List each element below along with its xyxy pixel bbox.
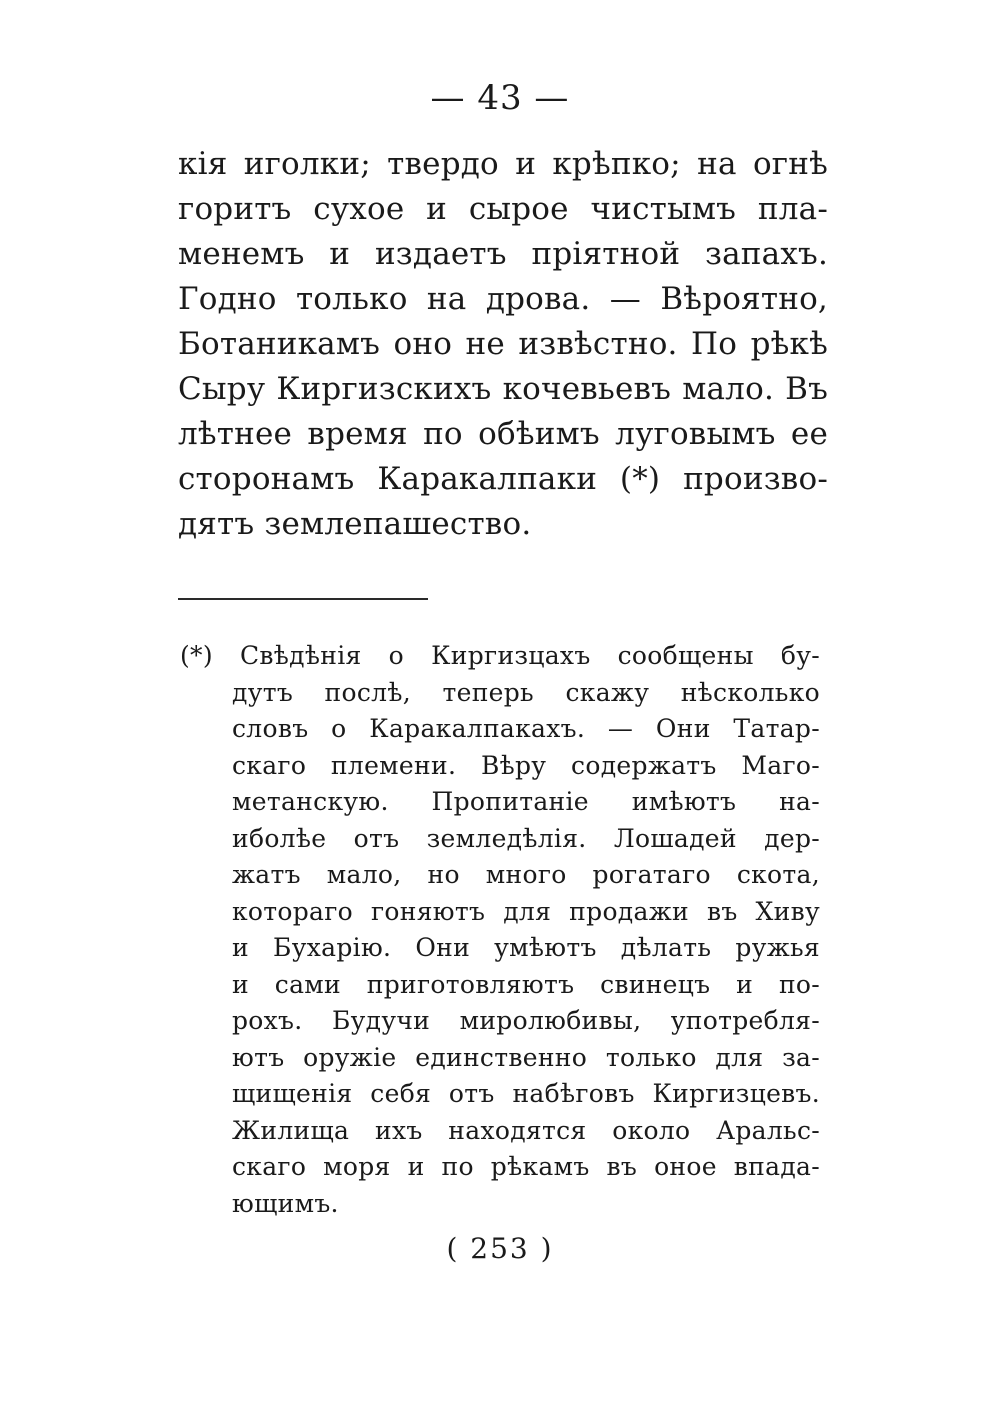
signature-mark: ( 253 ) — [446, 1232, 554, 1265]
main-text-line: Годно только на дрова. — Вѣроятно, — [178, 281, 828, 317]
main-text-line: Сыру Киргизскихъ кочевьевъ мало. Въ — [178, 371, 828, 407]
main-text-block — [178, 142, 828, 547]
main-text-line: сторонамъ Каракалпаки (*) произво- — [178, 461, 828, 497]
footnote-line: Жилища ихъ находятся около Аральс- — [232, 1115, 820, 1145]
main-text-line: горитъ сухое и сырое чистымъ пла- — [178, 191, 828, 227]
footnote-line: жатъ мало, но много рогатаго скота, — [232, 860, 820, 889]
footnote-line: (*) Свѣдѣнія о Киргизцахъ сообщены бу- — [180, 641, 820, 670]
footnote-separator — [178, 598, 428, 600]
footnote-line: дутъ послѣ, теперь скажу нѣсколько — [232, 677, 820, 707]
main-text-line: лѣтнее время по обѣимъ луговымъ ее — [178, 416, 828, 452]
footnote-line: котораго гоняютъ для продажи въ Хиву — [232, 896, 820, 926]
footnote-line: метанскую. Пропитаніе имѣютъ на- — [232, 787, 820, 816]
main-text-line: Ботаникамъ оно не извѣстно. По рѣкѣ — [178, 326, 828, 362]
footnote-line: щищенія себя отъ набѣговъ Киргизцевъ. — [232, 1079, 820, 1108]
footnote-line: ющимъ. — [232, 1188, 339, 1218]
footnote-line: и Бухарію. Они умѣютъ дѣлать ружья — [232, 933, 820, 962]
footnote-line: и сами приготовляютъ свинецъ и по- — [232, 969, 820, 999]
footnote-line: словъ о Каракалпакахъ. — Они Татар- — [232, 714, 820, 743]
footnote-block — [180, 638, 820, 1222]
main-text-line: менемъ и издаетъ пріятной запахъ. — [178, 236, 828, 272]
footnote-line: рохъ. Будучи миролюбивы, употребля- — [232, 1006, 820, 1035]
footnote-line: скаго моря и по рѣкамъ въ оное впада- — [232, 1152, 820, 1181]
main-text-line: кія иголки; твердо и крѣпко; на огнѣ — [178, 146, 828, 182]
footnote-line: иболѣе отъ земледѣлія. Лошадей дер- — [232, 823, 820, 853]
footnote-line: скаго племени. Вѣру содержатъ Маго- — [232, 750, 820, 780]
footnote-line: ютъ оружіе единственно только для за- — [232, 1042, 820, 1072]
main-text-line: дятъ землепашество. — [178, 506, 532, 542]
page-number: — 43 — — [430, 78, 570, 118]
